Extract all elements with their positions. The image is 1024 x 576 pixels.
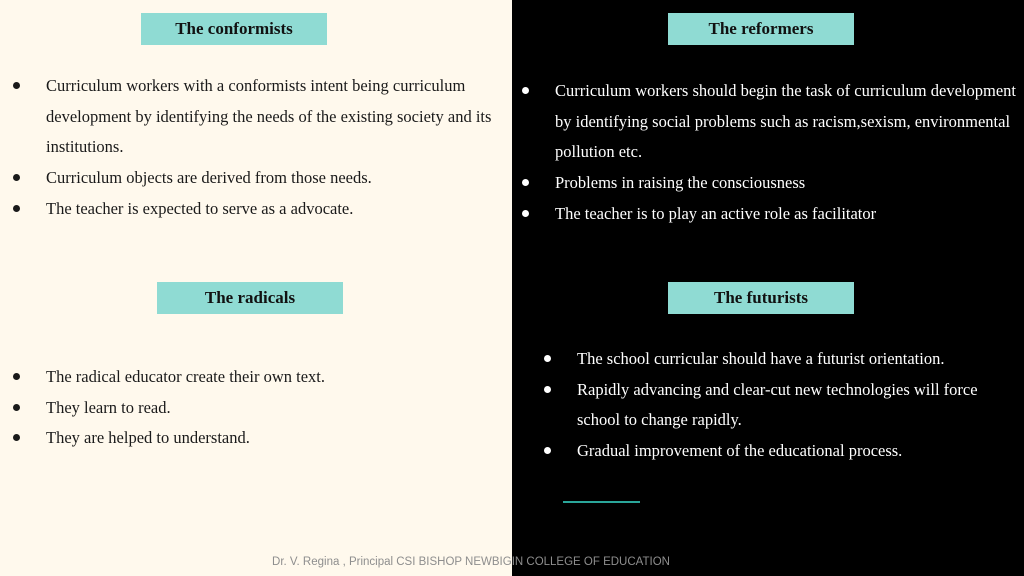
list-item: The radical educator create their own text. xyxy=(12,362,498,393)
futurists-list xyxy=(543,344,1003,467)
list-item: Rapidly advancing and clear-cut new technologies will force school to change rapidly. xyxy=(543,375,1003,436)
list-item: Gradual improvement of the educational process. xyxy=(543,436,1003,467)
radicals-heading: The radicals xyxy=(157,282,343,314)
list-item: The teacher is to play an active role as facilitator xyxy=(521,199,1017,230)
list-item: Curriculum objects are derived from those needs. xyxy=(12,163,498,194)
list-item: The school curricular should have a futurist orientation. xyxy=(543,344,1003,375)
accent-line xyxy=(563,501,640,503)
conformists-list xyxy=(12,71,498,225)
reformers-heading: The reformers xyxy=(668,13,854,45)
list-item: Curriculum workers should begin the task of curriculum development by identifying social problems such as racism,sexism, environmental pollution etc. xyxy=(521,76,1017,168)
list-item: They are helped to understand. xyxy=(12,423,498,454)
reformers-list xyxy=(521,76,1017,230)
futurists-heading: The futurists xyxy=(668,282,854,314)
list-item: Curriculum workers with a conformists intent being curriculum development by identifying the needs of the existing society and its institutions. xyxy=(12,71,498,163)
conformists-heading: The conformists xyxy=(141,13,327,45)
list-item: Problems in raising the consciousness xyxy=(521,168,1017,199)
list-item: They learn to read. xyxy=(12,393,498,424)
list-item: The teacher is expected to serve as a advocate. xyxy=(12,194,498,225)
radicals-list xyxy=(12,362,498,454)
footer-credit: Dr. V. Regina , Principal CSI BISHOP NEWBIGIN COLLEGE OF EDUCATION xyxy=(272,556,670,568)
